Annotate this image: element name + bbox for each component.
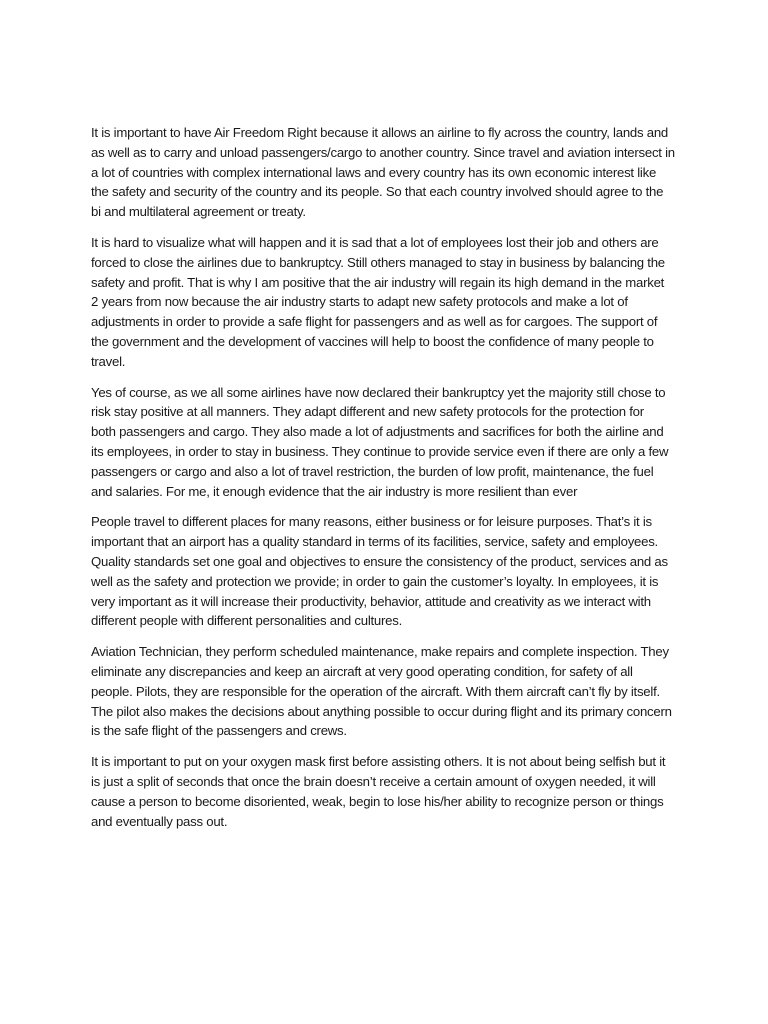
text-line: very important as it will increase their productivity, behavior, attitude and creativity as we interact with xyxy=(91,593,651,609)
paragraph-industry-resilience xyxy=(91,383,681,502)
text-line: The pilot also makes the decisions about anything possible to occur during flight and its primary concern xyxy=(91,703,672,719)
text-line: cause a person to become disoriented, weak, begin to lose his/her ability to recognize person or things xyxy=(91,793,664,809)
text-line: eliminate any discrepancies and keep an aircraft at very good operating condition, for safety of all xyxy=(91,663,633,679)
text-line: People travel to different places for many reasons, either business or for leisure purposes. That’s it is xyxy=(91,514,652,530)
text-line: It is important to have Air Freedom Right because it allows an airline to fly across the country, lands and xyxy=(91,125,668,140)
text-line: adjustments in order to provide a safe flight for passengers and as well as for cargoes. The support of xyxy=(91,314,658,330)
text-line: important that an airport has a quality standard in terms of its facilities, service, safety and employees. xyxy=(91,534,658,550)
text-line: the safety and security of the country and its people. So that each country involved should agree to the xyxy=(91,184,664,200)
text-line: and eventually pass out. xyxy=(91,813,228,829)
text-line: It is hard to visualize what will happen and it is sad that a lot of employees lost their job and others are xyxy=(91,234,659,250)
text-line: well as the safety and protection we provide; in order to gain the customer’s loyalty. In employees, it is xyxy=(91,573,659,589)
text-line: and salaries. For me, it enough evidence that the air industry is more resilient than ever xyxy=(91,483,578,499)
paragraph-technicians-pilots xyxy=(91,642,681,741)
text-line: is just a split of seconds that once the brain doesn’t receive a certain amount of oxygen needed, it will xyxy=(91,773,656,789)
text-line: the government and the development of vaccines will help to boost the confidence of many people to xyxy=(91,333,654,349)
text-line: It is important to put on your oxygen mask first before assisting others. It is not about being selfish but it xyxy=(91,754,666,770)
text-line: Aviation Technician, they perform scheduled maintenance, make repairs and complete inspection. They xyxy=(91,644,669,660)
text-line: 2 years from now because the air industry starts to adapt new safety protocols and make a lot of xyxy=(91,294,628,310)
document-page xyxy=(91,123,681,842)
paragraph-air-freedom-rights xyxy=(91,123,681,222)
text-line: forced to close the airlines due to bankruptcy. Still others managed to stay in business by balancing the xyxy=(91,254,665,270)
text-line: different people with different personalities and cultures. xyxy=(91,613,402,629)
text-line: people. Pilots, they are responsible for the operation of the aircraft. With them aircraft can’t fly by itself. xyxy=(91,683,660,699)
paragraph-oxygen-mask xyxy=(91,752,681,831)
text-line: its employees, in order to stay in business. They continue to provide service even if there are only a few xyxy=(91,443,669,459)
paragraph-industry-recovery xyxy=(91,233,681,372)
text-line: safety and profit. That is why I am positive that the air industry will regain its high demand in the market xyxy=(91,274,665,290)
text-line: Quality standards set one goal and objectives to ensure the consistency of the product, services and as xyxy=(91,553,668,569)
text-line: Yes of course, as we all some airlines have now declared their bankruptcy yet the majority still chose to xyxy=(91,384,666,400)
text-line: risk stay positive at all manners. They adapt different and new safety protocols for the protection for xyxy=(91,404,644,420)
text-line: passengers or cargo and also a lot of travel restriction, the burden of low profit, maintenance, the fuel xyxy=(91,463,654,479)
paragraph-quality-standards xyxy=(91,512,681,631)
text-line: a lot of countries with complex international laws and every country has its own economic interest like xyxy=(91,164,657,180)
text-line: bi and multilateral agreement or treaty. xyxy=(91,204,306,220)
text-line: travel. xyxy=(91,353,126,369)
text-line: both passengers and cargo. They also made a lot of adjustments and sacrifices for both the airline and xyxy=(91,424,664,440)
text-line: is the safe flight of the passengers and crews. xyxy=(91,723,347,739)
text-line: as well as to carry and unload passengers/cargo to another country. Since travel and aviation intersect in xyxy=(91,144,675,160)
